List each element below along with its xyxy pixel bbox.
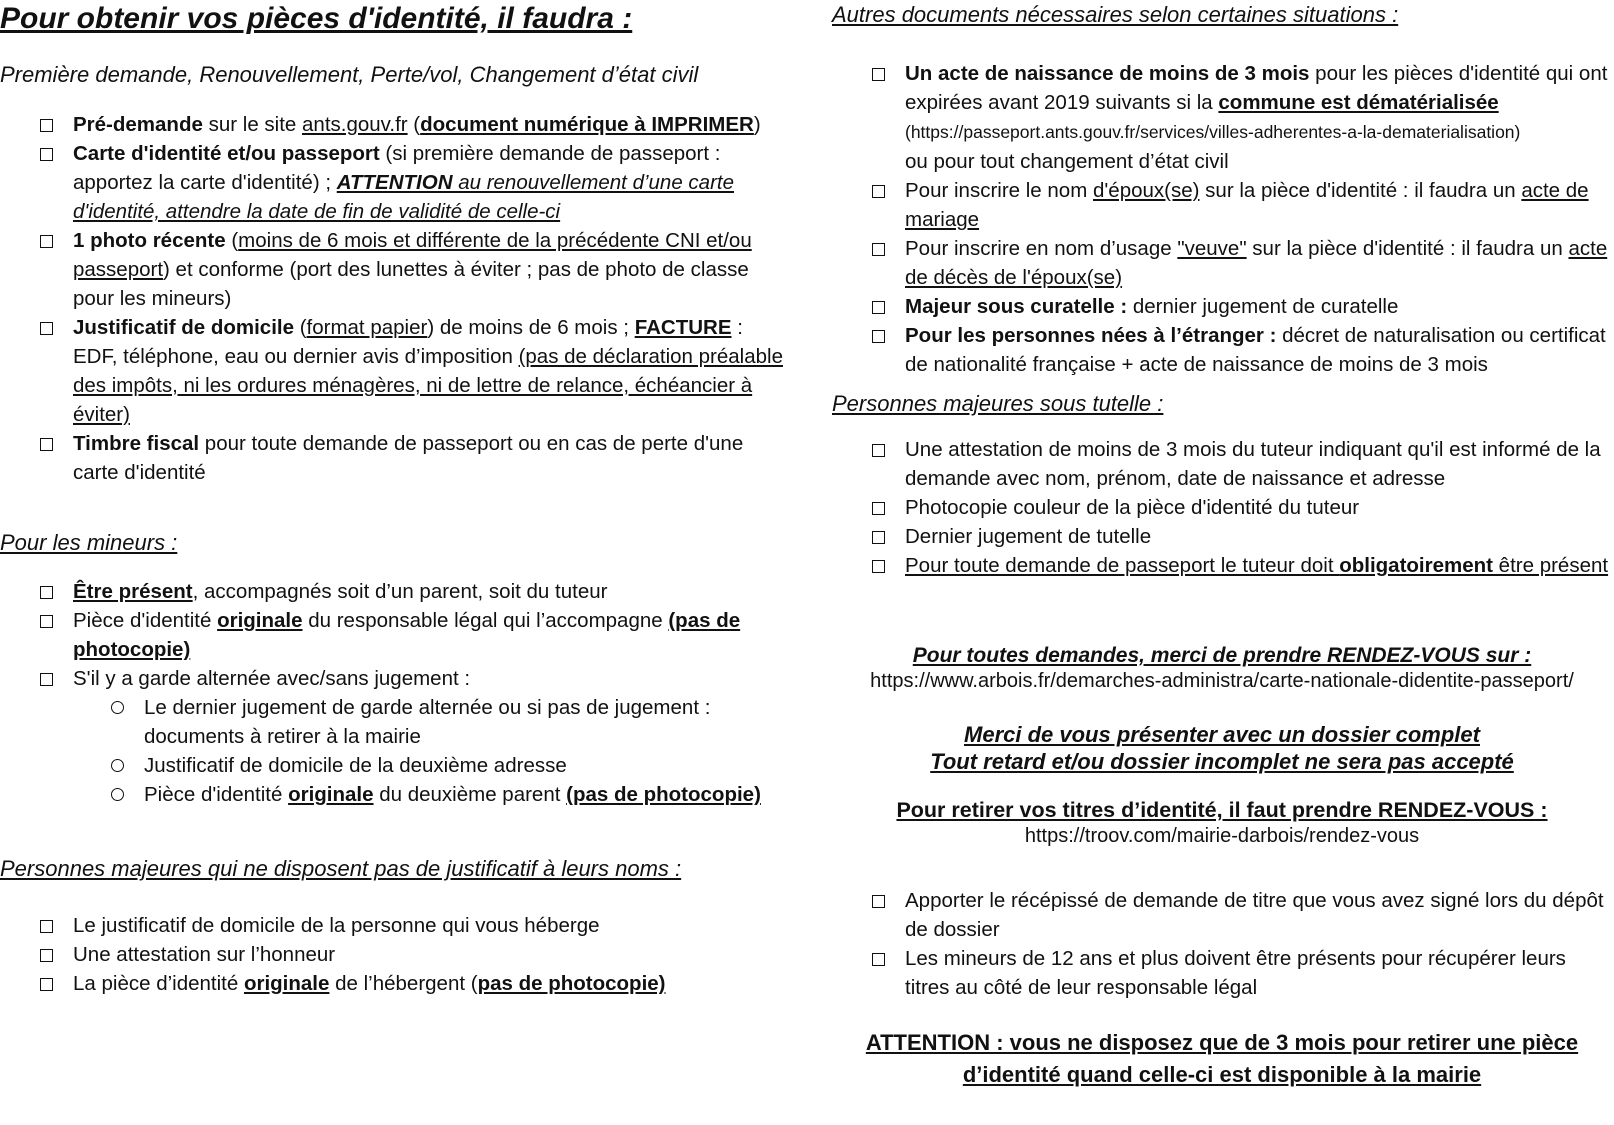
originale-label: originale [243,972,330,995]
epoux-label: d'époux(se) [1092,179,1200,202]
text: du deuxième parent [373,783,567,806]
list-item-piece-hebergent [40,969,790,998]
list-item-epoux [872,176,1612,234]
text: ou pour tout changement d’état civil [905,150,1229,173]
list-item-photocopie-tuteur: Photocopie couleur de la pièce d'identité du tuteur [872,493,1612,522]
sub-item-piece2 [111,780,790,809]
checklist-main [40,110,790,487]
text: du responsable légal qui l’accompagne [302,609,669,632]
format-papier: format papier [306,316,428,339]
subtitle-demandes: Première demande, Renouvellement, Perte/vol, Changement d’état civil [0,62,699,87]
checklist-tutelle [872,435,1612,580]
list-item-piece-legal [40,606,790,664]
list-item-acte-naissance [872,59,1612,176]
text: ) [753,113,761,136]
label-photo: 1 photo récente [73,229,226,252]
appointment-block [832,644,1612,693]
text: : EDF, téléphone, eau ou dernier avis d’imposition [73,316,743,368]
heading-sans-justificatif: Personnes majeures qui ne disposent pas de justificatif à leurs noms : [0,856,682,881]
text: ) de moins de 6 mois ; [427,316,635,339]
list-item-jugement-tutelle: Dernier jugement de tutelle [872,522,1612,551]
text: décret de naturalisation ou certificat de nationalité française + acte de naissance de moins de 3 mois [905,324,1606,376]
text: La pièce d’identité [73,972,244,995]
text: ) et conforme (port des lunettes à éviter ; pas de photo de classe pour les mineurs) [73,258,749,310]
veuve-label: "veuve" [1177,237,1247,260]
label-timbre: Timbre fiscal [73,432,200,455]
photo-condition: moins de 6 mois et différente de la précédente CNI et/ou passeport [73,229,752,281]
attention-block [832,1027,1612,1091]
list-item-timbre [40,429,790,487]
notice-block [832,721,1612,775]
list-item-present [40,577,790,606]
originale-label: originale [288,783,374,806]
list-item-veuve [872,234,1612,292]
text: , accompagnés soit d’un parent, soit du tuteur [192,580,608,603]
retrieve-block [832,798,1612,848]
text: ( [225,229,239,252]
list-item-photo [40,226,790,313]
notice-line-1: Merci de vous présenter avec un dossier complet [964,722,1480,747]
facture-label: FACTURE [634,316,732,339]
text: ( [294,316,307,339]
text: Pour inscrire en nom d’usage [905,237,1178,260]
sublist-garde [73,693,790,809]
text: Pièce d'identité [144,783,289,806]
link-appointment[interactable]: https://www.arbois.fr/demarches-administra/carte-nationale-didentite-passeport/ [870,670,1574,692]
list-item-attestation-tuteur: Une attestation de moins de 3 mois du tuteur indiquant qu'il est informé de la demande avec nom, prénom, date de naissance et adresse [872,435,1612,493]
label-curatelle: Majeur sous curatelle : [905,295,1128,318]
originale-label: originale [217,609,303,632]
text: Pièce d'identité [73,609,218,632]
label-domicile: Justificatif de domicile [73,316,294,339]
text: Pour inscrire le nom [905,179,1093,202]
label-present: Être présent [73,580,193,603]
notice-line-2: Tout retard et/ou dossier incomplet ne sera pas accepté [930,749,1514,774]
heading-mineurs: Pour les mineurs : [0,530,178,555]
list-item-hebergeur: Le justificatif de domicile de la personne qui vous héberge [40,911,790,940]
checklist-mineurs [40,577,790,809]
text: sur la pièce d'identité : il faudra un [1246,237,1569,260]
text: pour toute demande de passeport ou en cas de perte d'une carte d'identité [73,432,744,484]
appointment-cta: Pour toutes demandes, merci de prendre RENDEZ-VOUS sur : [912,644,1532,667]
label-predemande: Pré-demande [73,113,203,136]
text: ( [407,113,421,136]
text: de l’hébergent ( [329,972,478,995]
page-title: Pour obtenir vos pièces d'identité, il faudra : [0,2,633,35]
checklist-sans-justificatif [40,911,790,998]
link-ants[interactable]: ants.gouv.fr [302,113,408,136]
text: S'il y a garde alternée avec/sans jugement : [73,667,471,690]
text: pour les pièces d'identité qui ont expirées avant 2019 suivants si la [905,62,1608,114]
list-item-garde [40,664,790,809]
text: sur le site [202,113,303,136]
list-item-carte [40,139,790,226]
list-item-passeport-tuteur [872,551,1612,580]
list-item-etranger [872,321,1612,379]
heading-autres-documents: Autres documents nécessaires selon certaines situations : [832,2,1399,27]
no-photocopy: (pas de photocopie) [566,783,761,806]
renewal-warning: au renouvellement d’une carte d'identité, attendre la date de fin de validité de celle-ci [73,171,735,223]
text: sur la pièce d'identité : il faudra un [1199,179,1522,202]
list-item-predemande [40,110,790,139]
commune-dematerialisee: commune est dématérialisée [1218,91,1499,114]
text: être présent [1492,554,1609,577]
no-photocopy: pas de photocopie) [477,972,666,995]
attention-line-1: ATTENTION : vous ne disposez que de 3 mois pour retirer une pièce [865,1030,1579,1055]
checklist-autres [872,59,1612,379]
list-item-curatelle [872,292,1612,321]
text: dernier jugement de curatelle [1127,295,1399,318]
sub-item-jugement: Le dernier jugement de garde alternée ou si pas de jugement : documents à retirer à la mairie [111,693,790,751]
heading-tutelle: Personnes majeures sous tutelle : [832,391,1164,416]
retrieve-heading: Pour retirer vos titres d’identité, il faut prendre RENDEZ-VOUS : [896,798,1548,822]
label-carte: Carte d'identité et/ou passeport [73,142,380,165]
text: Pour toute demande de passeport le tuteur doit [905,554,1340,577]
domicile-exclusions: (pas de déclaration préalable des impôts, ni les ordures ménagères, ni de lettre de relance, échéancier à éviter) [73,345,783,426]
attention-line-2: d’identité quand celle-ci est disponible à la mairie [962,1062,1482,1087]
label-acte: Un acte de naissance de moins de 3 mois [905,62,1310,85]
text-document-numerique: document numérique à IMPRIMER [420,113,754,136]
list-item-recepisse: Apporter le récépissé de demande de titre que vous avez signé lors du dépôt de dossier [872,886,1612,944]
sub-item-domicile2: Justificatif de domicile de la deuxième adresse [111,751,790,780]
obligatoirement-label: obligatoirement [1339,554,1493,577]
list-item-domicile [40,313,790,429]
acte-deces: acte de décès de l'époux(se) [905,237,1608,289]
no-photocopy: (pas de photocopie) [73,609,741,661]
label-etranger: Pour les personnes nées à l’étranger : [905,324,1277,347]
acte-mariage: acte de mariage [905,179,1589,231]
text: (si première demande de passeport : apportez la carte d'identité) ; [73,142,721,194]
list-item-mineurs-12: Les mineurs de 12 ans et plus doivent être présents pour récupérer leurs titres au côté de leur responsable légal [872,944,1612,1002]
list-item-attestation: Une attestation sur l’honneur [40,940,790,969]
checklist-retrait [872,886,1612,1002]
link-troov[interactable]: https://troov.com/mairie-darbois/rendez-vous [1024,825,1420,847]
link-dematerialisation[interactable]: (https://passeport.ants.gouv.fr/services/villes-adherentes-a-la-dematerialisation) [905,122,1521,142]
attention-label: ATTENTION [336,171,453,194]
